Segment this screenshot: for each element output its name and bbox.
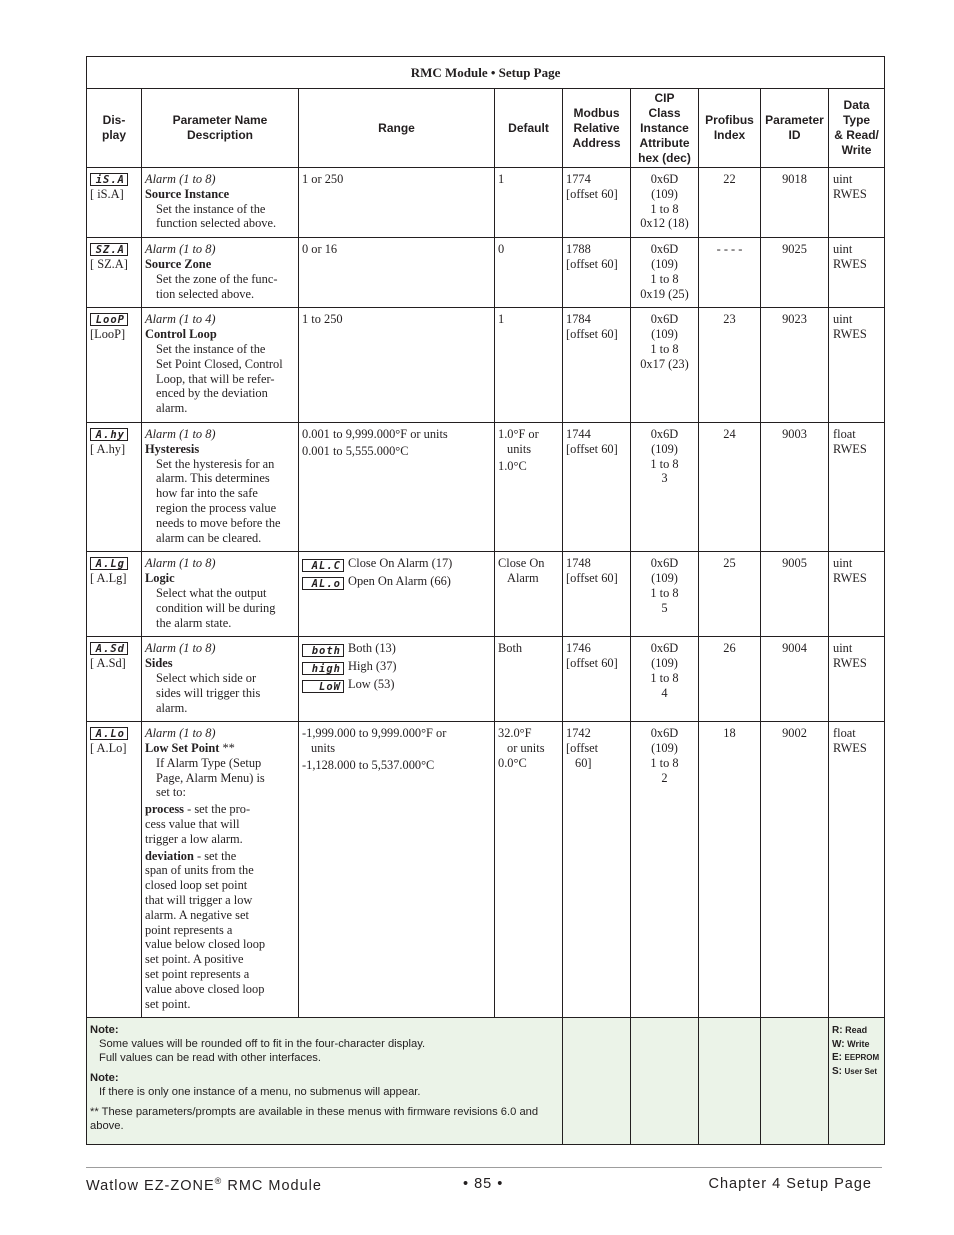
firmware-note: ** These parameters/prompts are available in these menus with firmware revisions 6.0 and above. <box>90 1106 539 1133</box>
range-line: 0.001 to 9,999.000°F or units <box>302 426 448 441</box>
range: 1 or 250 <box>299 168 495 238</box>
process-description: process - set the pro- cess value that will trigger a low alarm. <box>145 802 251 846</box>
lcd-display-icon: iS.A <box>90 173 128 186</box>
default: 1 <box>495 308 563 423</box>
data-type: uint RWES <box>829 552 885 637</box>
header-data-type: Data Type & Read/ Write <box>829 89 885 168</box>
footer-chapter: Chapter 4 Setup Page <box>708 1176 872 1192</box>
header-display: Dis- play <box>87 89 142 168</box>
modbus-address: 1746 [offset 60] <box>563 637 631 722</box>
deviation-description: deviation - set the span of units from the closed loop set point that will trigger a low alarm. A negative set point represents a value below closed loop set point. A positive set point represents a value above closed loop set point. <box>145 848 266 1011</box>
default-line: 32.0°F <box>498 726 532 741</box>
lcd-display-icon: SZ.A <box>90 243 128 256</box>
option: AL.C Close On Alarm (17) <box>302 556 491 572</box>
table-row <box>87 722 885 1018</box>
lcd-display-icon: A.Lo <box>90 727 128 740</box>
parameter-description: Set the hysteresis for an alarm. This determines how far into the safe region the process value needs to move before the alarm can be cleared. <box>156 456 281 545</box>
table-row <box>87 637 885 722</box>
parameter-id: 9025 <box>761 238 829 308</box>
header-profibus: Profibus Index <box>699 89 761 168</box>
note-body: Some values will be rounded off to fit in the four-character display. Full values can be read with other interfaces. <box>99 1038 426 1065</box>
header-cip: CIP Class Instance Attribute hex (dec) <box>631 89 699 168</box>
parameter-id: 9023 <box>761 308 829 423</box>
parameter-name: Hysteresis <box>145 441 200 456</box>
lcd-display-icon: A.Sd <box>90 642 128 655</box>
parameter-description: Select what the output condition will be during the alarm state. <box>156 585 276 630</box>
header-name: Parameter Name Description <box>142 89 299 168</box>
parameter-description: Set the instance of the function selected above. <box>156 201 277 231</box>
data-type: float RWES <box>829 422 885 551</box>
table-row <box>87 238 885 308</box>
lcd-display-icon: A.Lg <box>90 557 128 570</box>
range-line: 0.001 to 5,555.000°C <box>302 443 409 458</box>
data-type: uint RWES <box>829 308 885 423</box>
lcd-option-icon: both <box>302 644 344 657</box>
lcd-option-icon: high <box>302 662 344 675</box>
cip-value: 0x6D (109) 1 to 8 5 <box>631 552 699 637</box>
rw-legend <box>829 1018 885 1145</box>
parameter-table <box>86 56 885 1145</box>
range-line: -1,999.000 to 9,999.000°F or <box>302 726 447 741</box>
lcd-option-icon: AL.o <box>302 577 344 590</box>
menu-label: Alarm (1 to 8) <box>145 641 216 656</box>
footer-divider <box>86 1167 882 1168</box>
cip-value: 0x6D (109) 1 to 8 0x17 (23) <box>631 308 699 423</box>
parameter-description: If Alarm Type (Setup Page, Alarm Menu) is set to: <box>156 755 265 800</box>
parameter-name: Low Set Point ** <box>145 741 235 756</box>
range: 0 or 16 <box>299 238 495 308</box>
option: AL.o Open On Alarm (66) <box>302 574 491 590</box>
parameter-description: Select which side or sides will trigger this alarm. <box>156 670 261 715</box>
menu-label: Alarm (1 to 8) <box>145 556 216 571</box>
default-line: Close On <box>498 556 545 571</box>
footer-page-number: • 85 • <box>463 1176 504 1192</box>
note-heading: Note: <box>90 1024 119 1037</box>
default-line: or units <box>507 741 545 756</box>
modbus-address: 1784 [offset 60] <box>563 308 631 423</box>
profibus-index: 26 <box>699 637 761 722</box>
header-default: Default <box>495 89 563 168</box>
menu-label: Alarm (1 to 8) <box>145 242 216 257</box>
mnemonic: [LooP] <box>90 327 126 342</box>
parameter-name: Source Zone <box>145 256 212 271</box>
parameter-name: Logic <box>145 571 175 586</box>
lcd-option-icon: AL.C <box>302 559 344 572</box>
header-range: Range <box>299 89 495 168</box>
profibus-index: 18 <box>699 722 761 1018</box>
modbus-address: 1788 [offset 60] <box>563 238 631 308</box>
lcd-display-icon: A.hy <box>90 428 128 441</box>
default-line: 1.0°F or <box>498 426 539 441</box>
menu-label: Alarm (1 to 4) <box>145 312 216 327</box>
legend-item: W: Write <box>832 1038 870 1050</box>
mnemonic: [ A.Sd] <box>90 656 126 671</box>
parameter-name: Sides <box>145 656 173 671</box>
header-modbus: Modbus Relative Address <box>563 89 631 168</box>
range: 1 to 250 <box>299 308 495 423</box>
menu-label: Alarm (1 to 8) <box>145 726 216 741</box>
default: Both <box>495 637 563 722</box>
default: 1 <box>495 168 563 238</box>
notes-row <box>87 1018 885 1145</box>
default-line: units <box>507 441 532 456</box>
modbus-line: 60] <box>575 755 592 770</box>
table-row <box>87 308 885 423</box>
modbus-address: 1774 [offset 60] <box>563 168 631 238</box>
table-row <box>87 552 885 637</box>
mnemonic: [ iS.A] <box>90 186 124 201</box>
modbus-address: 1744 [offset 60] <box>563 422 631 551</box>
cip-value: 0x6D (109) 1 to 8 0x19 (25) <box>631 238 699 308</box>
data-type: float RWES <box>829 722 885 1018</box>
table-title: RMC Module • Setup Page <box>87 57 885 89</box>
menu-label: Alarm (1 to 8) <box>145 426 216 441</box>
parameter-id: 9018 <box>761 168 829 238</box>
default-line: 0.0°C <box>498 755 527 770</box>
table-row <box>87 422 885 551</box>
note-heading: Note: <box>90 1072 119 1085</box>
header-row <box>87 89 885 168</box>
profibus-index: 23 <box>699 308 761 423</box>
range-line: -1,128.000 to 5,537.000°C <box>302 757 435 772</box>
parameter-id: 9005 <box>761 552 829 637</box>
legend-item: E: EEPROM <box>832 1052 880 1064</box>
data-type: uint RWES <box>829 637 885 722</box>
option: both Both (13) <box>302 641 491 657</box>
parameter-id: 9003 <box>761 422 829 551</box>
profibus-index: - - - - <box>699 238 761 308</box>
option: high High (37) <box>302 659 491 675</box>
data-type: uint RWES <box>829 168 885 238</box>
footer-product: Watlow EZ-ZONE® RMC Module <box>86 1176 322 1194</box>
range-line: units <box>311 741 336 756</box>
option: LoW Low (53) <box>302 677 491 693</box>
mnemonic: [ A.Lg] <box>90 571 127 586</box>
menu-label: Alarm (1 to 8) <box>145 172 216 186</box>
lcd-option-icon: LoW <box>302 680 344 693</box>
parameter-description: Set the instance of the Set Point Closed, Control Loop, that will be refer- enced by the deviation alarm. <box>156 341 283 416</box>
legend-item: S: User Set <box>832 1065 877 1077</box>
profibus-index: 25 <box>699 552 761 637</box>
parameter-description: Set the zone of the func- tion selected above. <box>156 271 278 301</box>
parameter-name: Source Instance <box>145 186 230 201</box>
parameter-id: 9004 <box>761 637 829 722</box>
legend-item: R: Read <box>832 1025 868 1037</box>
cip-value: 0x6D (109) 1 to 8 4 <box>631 637 699 722</box>
cip-value: 0x6D (109) 1 to 8 0x12 (18) <box>631 168 699 238</box>
profibus-index: 24 <box>699 422 761 551</box>
mnemonic: [ A.Lo] <box>90 741 127 756</box>
data-type: uint RWES <box>829 238 885 308</box>
parameter-name: Control Loop <box>145 327 217 342</box>
notes-cell <box>87 1018 563 1145</box>
default-line: Alarm <box>507 571 539 586</box>
default: 0 <box>495 238 563 308</box>
header-param-id: Parameter ID <box>761 89 829 168</box>
modbus-line: [offset <box>566 741 599 756</box>
mnemonic: [ A.hy] <box>90 441 126 456</box>
table-row <box>87 168 885 238</box>
cip-value: 0x6D (109) 1 to 8 3 <box>631 422 699 551</box>
profibus-index: 22 <box>699 168 761 238</box>
cip-value: 0x6D (109) 1 to 8 2 <box>631 722 699 1018</box>
modbus-address: 1748 [offset 60] <box>563 552 631 637</box>
modbus-line: 1742 <box>566 726 591 741</box>
note-body: If there is only one instance of a menu, no submenus will appear. <box>99 1086 421 1099</box>
default-line: 1.0°C <box>498 458 527 473</box>
parameter-id: 9002 <box>761 722 829 1018</box>
lcd-display-icon: LooP <box>90 313 128 326</box>
mnemonic: [ SZ.A] <box>90 256 128 271</box>
